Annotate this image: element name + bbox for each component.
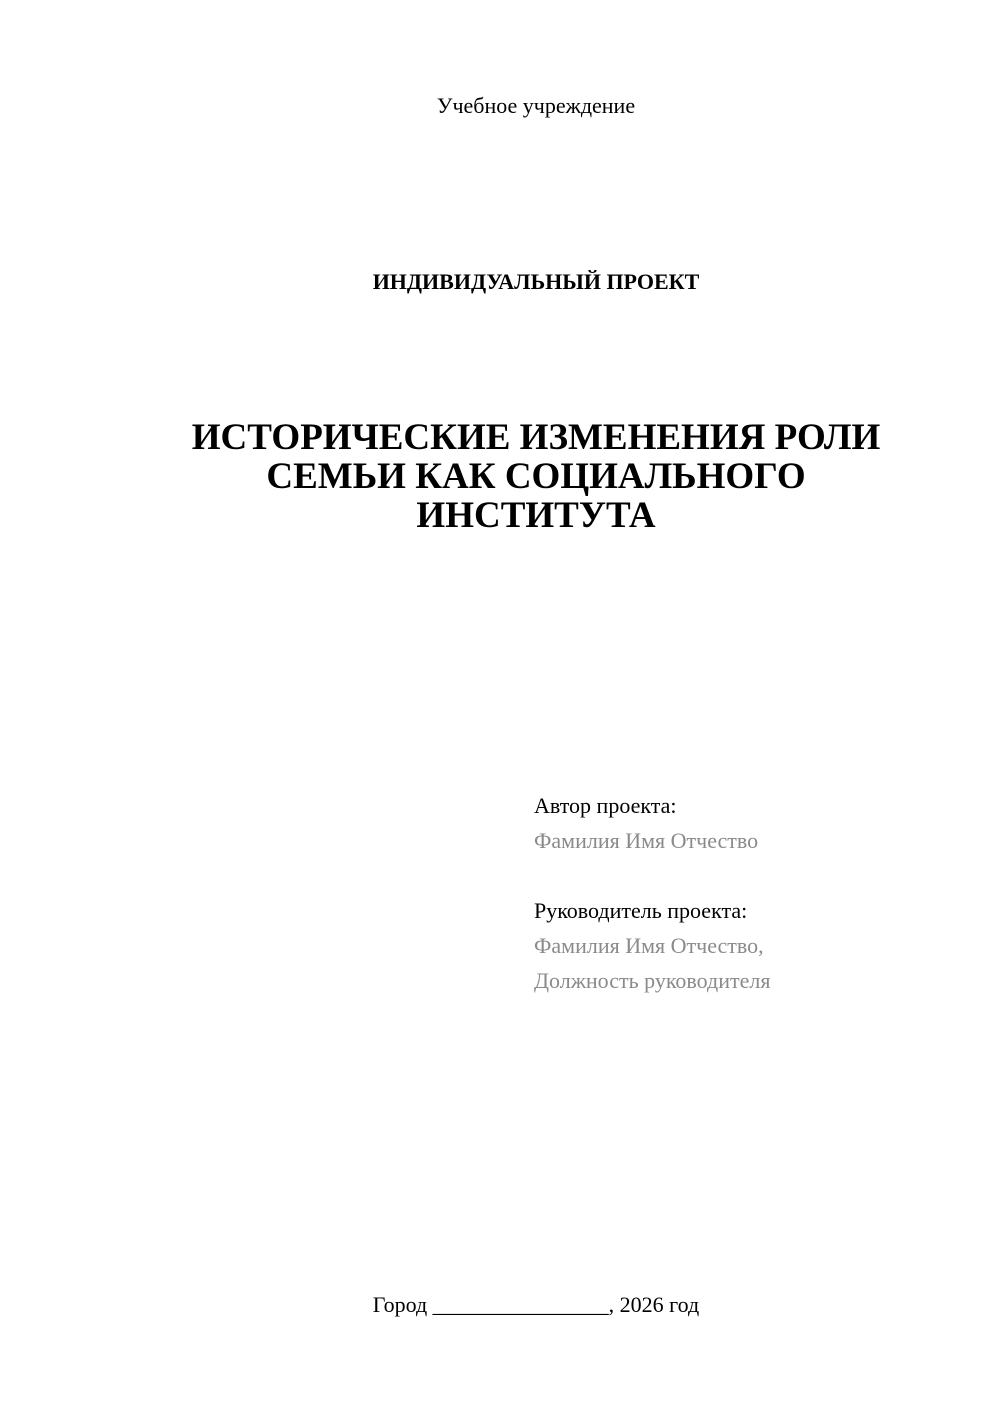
institution-name: Учебное учреждение	[436, 93, 636, 118]
author-label: Автор проекта:	[534, 793, 677, 818]
supervisor-position: Должность руководителя	[534, 968, 771, 993]
credits-block	[534, 788, 974, 998]
supervisor-label: Руководитель проекта:	[534, 898, 748, 923]
document-type: ИНДИВИДУАЛЬНЫЙ ПРОЕКТ	[372, 269, 700, 294]
project-title-line: ИНСТИТУТА	[416, 495, 656, 536]
project-title	[168, 418, 904, 535]
credits-spacer	[534, 858, 974, 893]
project-title-line: СЕМЬИ КАК СОЦИАЛЬНОГО	[266, 456, 806, 497]
project-title-line: ИСТОРИЧЕСКИЕ ИЗМЕНЕНИЯ РОЛИ	[191, 417, 881, 458]
supervisor-name: Фамилия Имя Отчество,	[534, 933, 764, 958]
author-name: Фамилия Имя Отчество	[534, 828, 759, 853]
city-year-line: Город ________________, 2026 год	[372, 1292, 700, 1317]
